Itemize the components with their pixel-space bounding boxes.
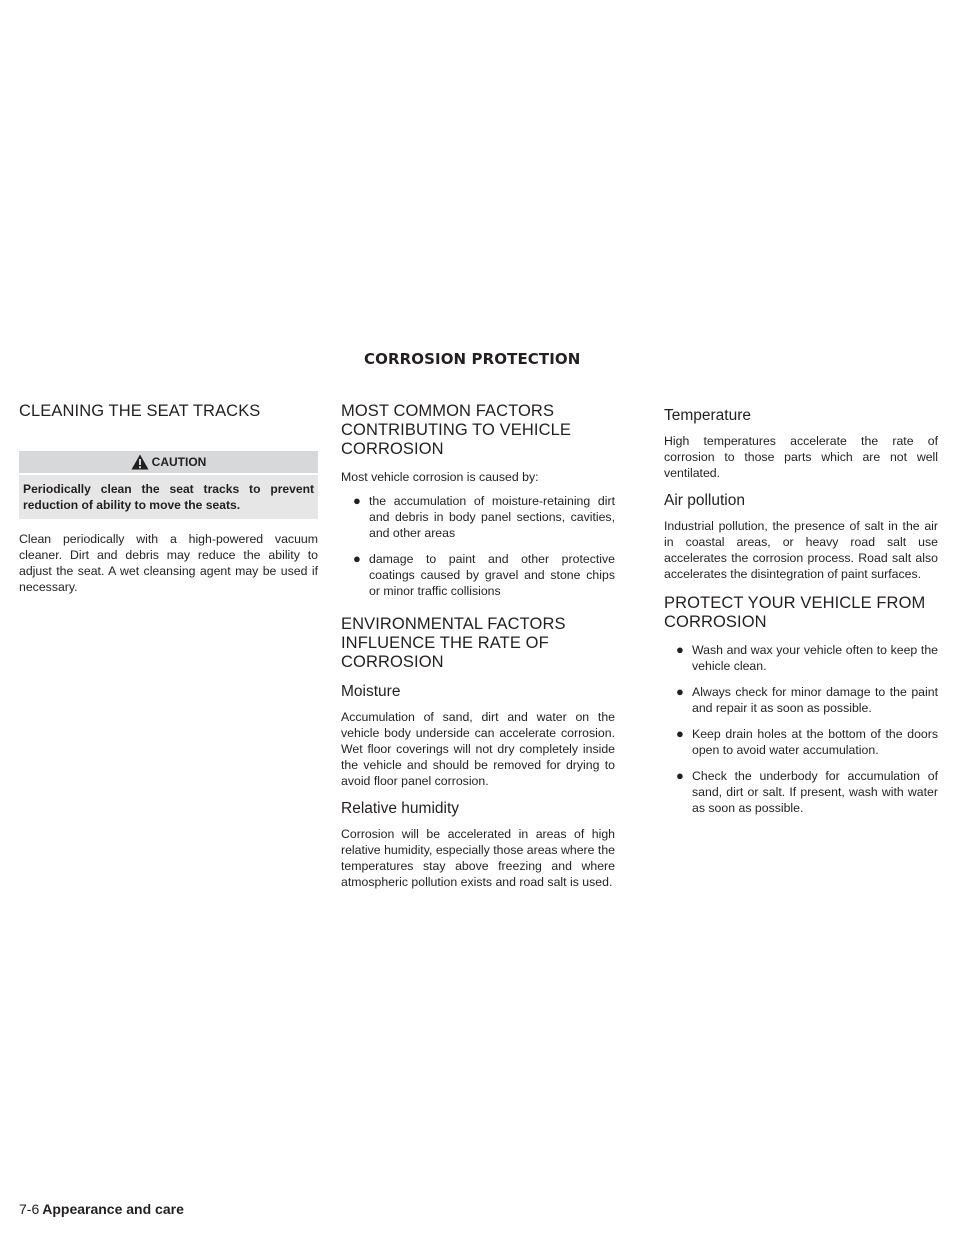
section-title: CORROSION PROTECTION [364, 350, 581, 368]
column-protection [664, 406, 938, 826]
column-seat-tracks [19, 402, 318, 603]
seat-tracks-body: Clean periodically with a high-powered vacuum cleaner. Dirt and debris may reduce the ability to adjust the seat. A wet cleansing agent may be used if necessary. [19, 532, 318, 594]
warning-triangle-icon [131, 454, 149, 470]
caution-text: Periodically clean the seat tracks to prevent reduction of ability to move the seats. [19, 475, 318, 519]
bullet-icon: ● [676, 726, 684, 741]
list-item: ● Always check for minor damage to the paint and repair it as soon as possible. [676, 684, 938, 715]
bullet-icon: ● [676, 684, 684, 699]
list-item: ● Wash and wax your vehicle often to keep the vehicle clean. [676, 642, 938, 673]
factors-list [341, 493, 615, 599]
heading-environmental-factors: ENVIRONMENTAL FACTORS INFLUENCE THE RATE OF CORROSION [341, 615, 566, 671]
temperature-text: High temperatures accelerate the rate of corrosion to those parts which are not well ventilated. [664, 434, 938, 480]
chapter-title: Appearance and care [42, 1201, 184, 1217]
list-item: ● damage to paint and other protective coatings caused by gravel and stone chips or minor traffic collisions [353, 551, 615, 598]
heading-moisture: Moisture [341, 683, 401, 700]
list-item: ● the accumulation of moisture-retaining dirt and debris in body panel sections, cavities, and other areas [353, 493, 615, 540]
heading-relative-humidity: Relative humidity [341, 800, 460, 817]
humidity-text: Corrosion will be accelerated in areas of high relative humidity, especially those areas where the temperatures stay above freezing and where atmospheric pollution exists and road salt is used. [341, 827, 615, 889]
bullet-icon: ● [353, 493, 361, 508]
list-item: ● Keep drain holes at the bottom of the doors open to avoid water accumulation. [676, 726, 938, 757]
caution-header [19, 451, 318, 473]
heading-temperature: Temperature [664, 407, 752, 424]
bullet-icon: ● [353, 551, 361, 566]
column-corrosion-factors [341, 402, 615, 898]
heading-protect-vehicle: PROTECT YOUR VEHICLE FROM CORROSION [664, 594, 926, 631]
bullet-icon: ● [676, 768, 684, 783]
caution-label: CAUTION [151, 455, 207, 469]
page-footer [19, 1201, 184, 1217]
moisture-text: Accumulation of sand, dirt and water on the vehicle body underside can accelerate corrosion. Wet floor coverings will not dry completely inside the vehicle and should be removed for drying to avoid floor panel corrosion. [341, 710, 615, 788]
list-item: ● Check the underbody for accumulation of sand, dirt or salt. If present, wash with water as soon as possible. [676, 768, 938, 815]
page-number: 7-6 [19, 1201, 40, 1217]
factors-intro: Most vehicle corrosion is caused by: [341, 470, 539, 484]
air-pollution-text: Industrial pollution, the presence of salt in the air in coastal areas, or heavy road salt use accelerates the corrosion process. Road salt also accelerates the disintegration of paint surfaces. [664, 519, 938, 581]
bullet-icon: ● [676, 642, 684, 657]
heading-cleaning-seat-tracks: CLEANING THE SEAT TRACKS [19, 402, 261, 420]
heading-air-pollution: Air pollution [664, 492, 745, 509]
heading-common-factors: MOST COMMON FACTORS CONTRIBUTING TO VEHICLE CORROSION [341, 402, 571, 458]
protect-list [664, 642, 938, 816]
